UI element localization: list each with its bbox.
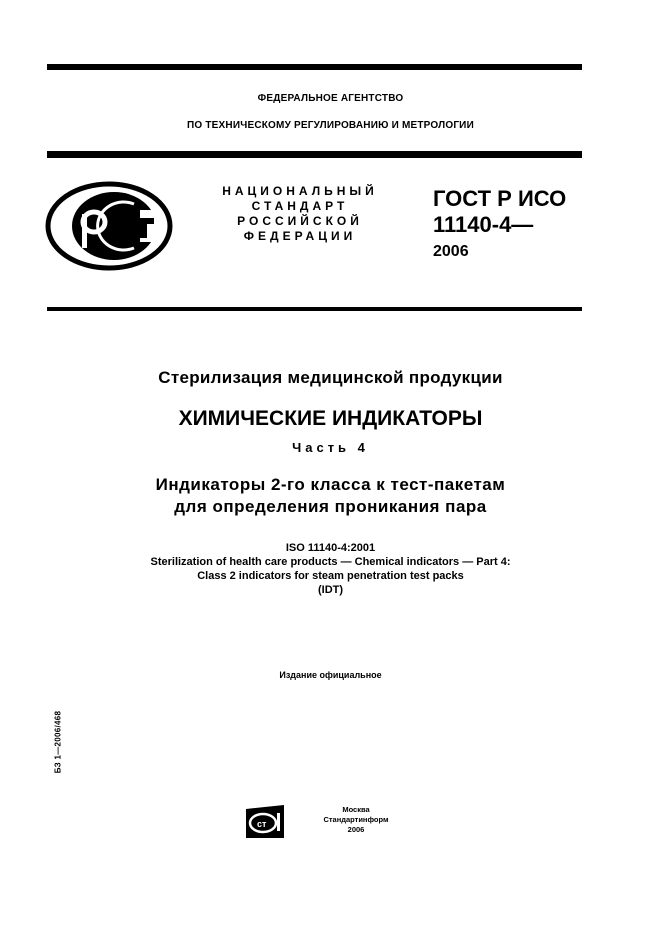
agency-name-line-2: ПО ТЕХНИЧЕСКОМУ РЕГУЛИРОВАНИЮ И МЕТРОЛОГИИ xyxy=(187,120,474,131)
rule-middle xyxy=(47,151,582,158)
rst-certification-mark-icon xyxy=(44,180,174,272)
designation-year: 2006 xyxy=(433,243,469,260)
subtitle xyxy=(0,474,661,518)
publisher-name: Стандартинформ xyxy=(323,815,389,824)
national-standard-label xyxy=(205,184,395,244)
iso-reference xyxy=(0,541,661,597)
subtitle-line: Индикаторы 2-го класса к тест-пакетам xyxy=(155,475,506,494)
part-number: Часть 4 xyxy=(292,440,369,455)
iso-title-line-2: Class 2 indicators for steam penetration test packs xyxy=(197,570,464,582)
publisher-year: 2006 xyxy=(347,825,365,834)
standartinform-logo-icon xyxy=(246,805,286,838)
svg-text:ст: ст xyxy=(257,819,267,829)
rule-bottom xyxy=(47,307,582,311)
iso-title-line-1: Sterilization of health care products — Chemical indicators — Part 4: xyxy=(150,556,511,568)
subtitle-line: для определения проникания пара xyxy=(174,497,487,516)
page-title: ХИМИЧЕСКИЕ ИНДИКАТОРЫ xyxy=(178,407,483,430)
designation-line-2: 11140-4— xyxy=(433,212,534,237)
national-standard-line: СТАНДАРТ xyxy=(251,199,349,213)
publisher-city: Москва xyxy=(342,805,370,814)
designation-line-1: ГОСТ Р ИСО xyxy=(433,186,567,211)
agency-name-line-1: ФЕДЕРАЛЬНОЕ АГЕНТСТВО xyxy=(257,93,404,104)
national-standard-line: НАЦИОНАЛЬНЫЙ xyxy=(222,184,378,198)
rule-top xyxy=(47,64,582,70)
iso-number: ISO 11140-4:2001 xyxy=(285,542,376,554)
publisher-imprint xyxy=(316,805,396,835)
standard-designation xyxy=(433,186,566,262)
iso-equivalence: (IDT) xyxy=(317,584,344,596)
catalog-code: БЗ 1—2006/468 xyxy=(53,710,63,774)
title-subject: Стерилизация медицинской продукции xyxy=(158,368,503,387)
national-standard-line: ФЕДЕРАЦИИ xyxy=(243,229,357,243)
edition-label: Издание официальное xyxy=(279,670,382,680)
national-standard-line: РОССИЙСКОЙ xyxy=(237,214,363,228)
